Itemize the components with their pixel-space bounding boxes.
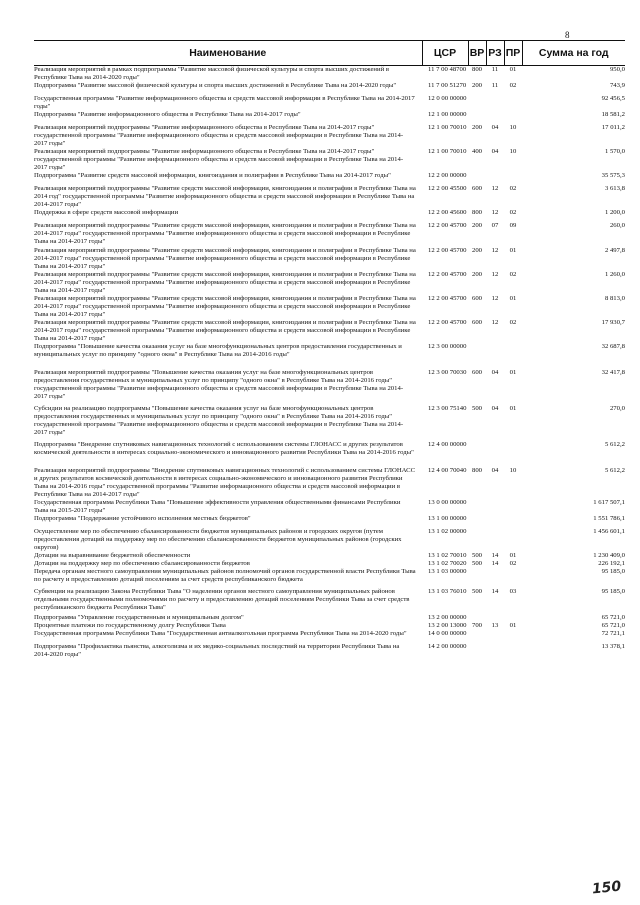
- table-row: [34, 295, 625, 319]
- cell-csr: 12 2 00 45500: [428, 185, 467, 193]
- cell-sum: 226 192,1: [598, 560, 625, 568]
- cell-csr: 12 1 00 00000: [428, 111, 467, 119]
- table-row: [34, 560, 625, 568]
- cell-name: Государственная программа Республики Тыва "Повышение эффективности управления общественными финансами Республики Тыва на 2015-2017 годы": [34, 499, 401, 515]
- cell-rz: 12: [491, 209, 499, 217]
- cell-rz: [486, 499, 504, 515]
- cell-vr: 500: [471, 404, 483, 412]
- cell-name: Государственная программа Республики Тыва "Государственная антиалкогольная программа Республики Тыва на 2014-2020 годы": [34, 630, 407, 638]
- cell-rz: [486, 111, 504, 124]
- table-row: [34, 82, 625, 95]
- cell-name: Реализация мероприятий подпрограммы "Развитие средств массовой информации, книгоиздания и полиграфии в Республике Тыва на 2014-2017 годы" государственной программы "Развитие информационного общества и средств массовой информации в Республике Тыва на 2014-2017 годы": [34, 222, 416, 246]
- cell-csr: 14 0 00 00000: [428, 630, 467, 638]
- cell-sum: 743,9: [609, 82, 625, 90]
- table-row: [34, 95, 625, 111]
- cell-name: Дотации на поддержку мер по обеспечению сбалансированности бюджетов: [34, 560, 250, 568]
- cell-sum: 17 011,2: [601, 124, 625, 132]
- cell-vr: 600: [471, 318, 483, 326]
- cell-csr: 12 2 00 45700: [428, 294, 467, 302]
- cell-name: Процентные платежи по государственному долгу Республики Тыва: [34, 622, 226, 630]
- cell-pr: 01: [509, 246, 517, 254]
- table-row: [34, 209, 625, 222]
- cell-pr: 10: [509, 148, 517, 156]
- table-row: [34, 343, 625, 369]
- cell-rz: [486, 643, 504, 663]
- cell-vr: 200: [471, 124, 483, 132]
- cell-pr: [504, 111, 522, 124]
- cell-csr: 12 3 00 70030: [428, 368, 467, 376]
- header-vr: ВР: [468, 41, 486, 66]
- cell-rz: [486, 172, 504, 185]
- cell-sum: 95 185,0: [601, 588, 625, 596]
- cell-vr: 500: [471, 560, 483, 568]
- cell-sum: 260,0: [609, 222, 625, 230]
- cell-rz: 11: [491, 82, 499, 90]
- cell-pr: [504, 528, 522, 552]
- cell-vr: [468, 515, 486, 528]
- header-pr: ПР: [504, 41, 522, 66]
- cell-pr: [504, 630, 522, 643]
- cell-sum: 1 200,0: [604, 209, 625, 217]
- cell-vr: [468, 111, 486, 124]
- cell-csr: 12 2 00 45600: [428, 209, 467, 217]
- table-row: [34, 528, 625, 552]
- cell-csr: 14 2 00 00000: [428, 643, 467, 651]
- table-row: [34, 185, 625, 209]
- cell-sum: 95 185,0: [601, 568, 625, 576]
- cell-rz: [486, 515, 504, 528]
- cell-vr: 600: [471, 185, 483, 193]
- cell-sum: 8 813,0: [604, 294, 625, 302]
- cell-vr: 200: [471, 222, 483, 230]
- cell-csr: 13 2 00 13000: [428, 622, 467, 630]
- cell-csr: 11 7 00 51270: [428, 82, 467, 90]
- cell-sum: 5 612,2: [604, 466, 625, 474]
- cell-vr: 700: [471, 622, 483, 630]
- cell-name: Подпрограмма "Поддержание устойчивого исполнения местных бюджетов": [34, 515, 251, 523]
- cell-name: Осуществление мер по обеспечению сбалансированности бюджетов муниципальных районов и городских округов (путем предоставления дотаций на поддержку мер по обеспечению сбалансированности бюджетов муниципальных районов (городских округов): [34, 528, 402, 552]
- cell-csr: 12 4 00 00000: [428, 440, 467, 448]
- header-name: Наименование: [34, 41, 422, 66]
- table-row: [34, 515, 625, 528]
- table-row: [34, 441, 625, 467]
- cell-sum: 270,0: [609, 404, 625, 412]
- cell-pr: 10: [509, 466, 517, 474]
- cell-name: Подпрограмма "Развитие информационного общества в Республике Тыва на 2014-2017 годы": [34, 111, 301, 119]
- cell-rz: 12: [491, 270, 499, 278]
- header-sum: Сумма на год: [522, 41, 625, 66]
- cell-pr: 03: [509, 588, 517, 596]
- cell-sum: 5 612,2: [604, 440, 625, 448]
- cell-name: Реализация мероприятий в рамках подпрограммы "Развитие массовой физической культуры и спорта высших достижений в Республике Тыва на 2014-2020 годы": [34, 66, 390, 82]
- cell-rz: 07: [491, 222, 499, 230]
- cell-pr: [504, 499, 522, 515]
- cell-vr: [468, 643, 486, 663]
- table-row: [34, 319, 625, 343]
- cell-sum: 1 230 409,0: [593, 552, 625, 560]
- cell-pr: 09: [509, 222, 517, 230]
- cell-rz: 04: [491, 466, 499, 474]
- cell-csr: 13 1 02 70010: [428, 552, 467, 560]
- cell-csr: 12 4 00 70040: [428, 466, 467, 474]
- cell-sum: 13 378,1: [601, 643, 625, 651]
- header-csr: ЦСР: [422, 41, 468, 66]
- cell-vr: [468, 343, 486, 369]
- cell-name: Подпрограмма "Повышение качества оказания услуг на базе многофункциональных центров предоставления государственных и муниципальных услуг по принципу "одного окна" в Республике Тыва на 2014-2016 годы": [34, 342, 402, 358]
- cell-vr: [468, 499, 486, 515]
- cell-rz: 12: [491, 185, 499, 193]
- cell-csr: 13 1 03 76010: [428, 588, 467, 596]
- cell-csr: 12 3 00 75140: [428, 404, 467, 412]
- cell-rz: [486, 343, 504, 369]
- cell-pr: 02: [509, 318, 517, 326]
- table-row: [34, 630, 625, 643]
- cell-csr: 12 2 00 45700: [428, 270, 467, 278]
- cell-rz: 04: [491, 124, 499, 132]
- cell-csr: 12 1 00 70010: [428, 124, 467, 132]
- table-body: [34, 66, 625, 664]
- cell-vr: 500: [471, 588, 483, 596]
- table-row: [34, 588, 625, 614]
- cell-pr: 01: [509, 368, 517, 376]
- cell-pr: [504, 568, 522, 588]
- cell-sum: 1 617 507,1: [593, 499, 625, 506]
- header-rz: РЗ: [486, 41, 504, 66]
- cell-sum: 2 497,8: [604, 246, 625, 254]
- cell-pr: [504, 515, 522, 528]
- cell-pr: 10: [509, 124, 517, 132]
- cell-rz: [486, 441, 504, 467]
- table-row: [34, 614, 625, 622]
- cell-sum: 3 613,8: [604, 185, 625, 193]
- cell-pr: [504, 172, 522, 185]
- cell-name: Дотации на выравнивание бюджетной обеспеченности: [34, 552, 191, 560]
- handwritten-page-mark: 150: [591, 878, 622, 898]
- cell-csr: 13 0 00 00000: [428, 499, 467, 506]
- table-row: [34, 643, 625, 663]
- cell-vr: [468, 568, 486, 588]
- cell-vr: 800: [471, 466, 483, 474]
- cell-name: Государственная программа "Развитие информационного общества и средств массовой информации в Республике Тыва на 2014-2017 годы": [34, 95, 415, 111]
- cell-sum: 950,0: [609, 66, 625, 73]
- cell-sum: 32 417,8: [601, 368, 625, 376]
- cell-csr: 12 1 00 70010: [428, 148, 467, 156]
- cell-vr: 800: [471, 209, 483, 217]
- table-header: [34, 41, 625, 66]
- cell-vr: [468, 630, 486, 643]
- cell-pr: [504, 343, 522, 369]
- cell-name: Субсидии на реализацию подпрограммы "Повышение качества оказания услуг на базе многофункциональных центров предоставления государственных и муниципальных услуг по принципу "одного окна" в Республике Тыва на 2014-2016 годы" государственной программы "Развитие информационного общества и средств массовой информации в Республике Тыва на 2014-2017 годы": [34, 404, 404, 436]
- cell-vr: 200: [471, 82, 483, 90]
- cell-sum: 1 551 786,1: [593, 515, 625, 523]
- page-number: 8: [565, 30, 570, 40]
- table-row: [34, 148, 625, 172]
- cell-name: Передача органам местного самоуправления муниципальных районов полномочий органов государственной власти Республики Тыва по расчету и предоставлению дотаций поселениям за счет средств республиканского бюджета: [34, 568, 416, 584]
- cell-rz: 04: [491, 148, 499, 156]
- cell-pr: 02: [509, 185, 517, 193]
- table-row: [34, 622, 625, 630]
- table-row: [34, 111, 625, 124]
- cell-vr: [468, 172, 486, 185]
- cell-name: Реализация мероприятий подпрограммы "Развитие средств массовой информации, книгоиздания и полиграфии в Республике Тыва на 2014-2017 годы" государственной программы "Развитие информационного общества и средств массовой информации в Республике Тыва на 2014-2017 годы": [34, 294, 416, 318]
- cell-pr: 02: [509, 560, 517, 568]
- table-row: [34, 467, 625, 499]
- table-row: [34, 271, 625, 295]
- cell-pr: 01: [509, 552, 517, 560]
- cell-rz: 14: [491, 588, 499, 596]
- cell-rz: [486, 614, 504, 622]
- cell-name: Реализация мероприятий подпрограммы "Развитие средств массовой информации, книгоиздания и полиграфии в Республике Тыва на 2014-2017 годы" государственной программы "Развитие информационного общества и средств массовой информации в Республике Тыва на 2014-2017 годы": [34, 318, 416, 342]
- cell-csr: 13 1 02 70020: [428, 560, 467, 568]
- cell-name: Реализация мероприятий подпрограммы "Развитие средств массовой информации, книгоиздания и полиграфии в Республике Тыва на 2014-2017 годы" государственной программы "Развитие информационного общества и средств массовой информации в Республике Тыва на 2014-2017 годы": [34, 270, 416, 294]
- cell-csr: 12 2 00 00000: [428, 172, 467, 180]
- cell-vr: [468, 95, 486, 111]
- cell-pr: 01: [509, 404, 517, 412]
- cell-name: Реализация мероприятий подпрограммы "Развитие информационного общества в Республике Тыва на 2014-2017 годы" государственной программы "Развитие информационного общества и средств массовой информации в Республике Тыва на 2014-2017 годы": [34, 124, 404, 148]
- cell-rz: 04: [491, 368, 499, 376]
- table-row: [34, 552, 625, 560]
- table-row: [34, 247, 625, 271]
- cell-pr: [504, 643, 522, 663]
- cell-rz: 12: [491, 294, 499, 302]
- table-row: [34, 405, 625, 441]
- cell-sum: 72 721,1: [601, 630, 625, 638]
- cell-rz: 14: [491, 560, 499, 568]
- cell-pr: 02: [509, 82, 517, 90]
- cell-rz: 12: [491, 318, 499, 326]
- cell-csr: 12 2 00 45700: [428, 222, 467, 230]
- table-row: [34, 172, 625, 185]
- cell-csr: 12 0 00 00000: [428, 95, 467, 103]
- cell-sum: 65 721,0: [601, 614, 625, 622]
- table-row: [34, 568, 625, 588]
- cell-vr: 800: [471, 66, 483, 73]
- cell-name: Подпрограмма "Управление государственным и муниципальным долгом": [34, 614, 244, 622]
- cell-sum: 35 575,3: [601, 172, 625, 180]
- table-row: [34, 499, 625, 515]
- cell-sum: 17 930,7: [601, 318, 625, 326]
- table-row: [34, 222, 625, 246]
- cell-name: Подпрограмма "Развитие массовой физической культуры и спорта высших достижений в Республике Тыва на 2014-2020 годы": [34, 82, 397, 90]
- table-row: [34, 124, 625, 148]
- table-row: [34, 369, 625, 405]
- cell-name: Реализация мероприятий подпрограммы "Повышение качества оказания услуг на базе многофункциональных центров предоставления государственных и муниципальных услуг по принципу "одного окна" в Республике Тыва на 2014-2016 годы" государственной программы "Развитие информационного общества и средств массовой информации в Республике Тыва на 2014-2017 годы": [34, 368, 404, 400]
- cell-name: Поддержка в сфере средств массовой информации: [34, 209, 179, 217]
- cell-rz: 04: [491, 404, 499, 412]
- cell-csr: 12 2 00 45700: [428, 318, 467, 326]
- cell-sum: 1 570,0: [604, 148, 625, 156]
- cell-rz: 11: [491, 66, 499, 73]
- cell-csr: 13 1 03 00000: [428, 568, 467, 576]
- cell-name: Подпрограмма "Внедрение спутниковых навигационных технологий с использованием системы ГЛОНАСС и других результатов космической деятельности в интересах социально-экономического и инновационного развития Республики Тыва на 2014-2016 годы": [34, 440, 414, 456]
- cell-csr: 12 3 00 00000: [428, 342, 467, 350]
- cell-vr: [468, 441, 486, 467]
- cell-csr: 11 7 00 48700: [428, 66, 467, 73]
- cell-vr: 200: [471, 246, 483, 254]
- cell-rz: [486, 95, 504, 111]
- cell-sum: 32 687,8: [601, 342, 625, 350]
- cell-rz: 14: [491, 552, 499, 560]
- cell-name: Реализация мероприятий подпрограммы "Внедрение спутниковых навигационных технологий с использованием системы ГЛОНАСС и других результатов космической деятельности в интересах социально-экономического и инновационного развития Республики Тыва на 2014-2016 годы" государственной программы "Развитие информационного общества и средств массовой информации в Республике Тыва на 2014-2017 годы": [34, 466, 416, 498]
- cell-rz: 13: [491, 622, 499, 630]
- cell-name: Реализация мероприятий подпрограммы "Развитие средств массовой информации, книгоиздания и полиграфии в Республике Тыва на 2014-2017 годы" государственной программы "Развитие информационного общества и средств массовой информации в Республике Тыва на 2014-2017 годы": [34, 246, 416, 270]
- cell-rz: [486, 568, 504, 588]
- cell-name: Подпрограмма "Развитие средств массовой информации, книгоиздания и полиграфии в Республике Тыва на 2014-2017 годы": [34, 172, 391, 180]
- cell-pr: 01: [509, 66, 517, 73]
- cell-vr: 500: [471, 552, 483, 560]
- cell-pr: [504, 441, 522, 467]
- budget-table: [34, 40, 625, 663]
- cell-pr: 02: [509, 270, 517, 278]
- cell-name: Подпрограмма "Профилактика пьянства, алкоголизма и их медико-социальных последствий на территории Республики Тыва на 2014-2020 годы": [34, 643, 400, 659]
- cell-vr: 600: [471, 294, 483, 302]
- cell-sum: 92 456,5: [601, 95, 625, 103]
- cell-sum: 18 581,2: [601, 111, 625, 119]
- cell-sum: 65 721,0: [601, 622, 625, 630]
- cell-vr: 200: [471, 270, 483, 278]
- cell-pr: [504, 614, 522, 622]
- cell-name: Реализация мероприятий подпрограммы "Развитие средств массовой информации, книгоиздания и полиграфии в Республике Тыва на 2014 год" государственной программы "Развитие информационного общества и средств массовой информации в Республике Тыва на 2014-2017 годы": [34, 185, 416, 209]
- cell-vr: 400: [471, 148, 483, 156]
- cell-pr: 01: [509, 622, 517, 630]
- table-row: [34, 66, 625, 83]
- cell-vr: 600: [471, 368, 483, 376]
- cell-vr: [468, 528, 486, 552]
- cell-vr: [468, 614, 486, 622]
- cell-rz: [486, 630, 504, 643]
- cell-sum: 1 456 601,1: [593, 528, 625, 536]
- cell-rz: [486, 528, 504, 552]
- cell-name: Реализация мероприятий подпрограммы "Развитие информационного общества в Республике Тыва на 2014-2017 годы" государственной программы "Развитие информационного общества и средств массовой информации в Республике Тыва на 2014-2017 годы": [34, 148, 404, 172]
- cell-csr: 12 2 00 45700: [428, 246, 467, 254]
- cell-pr: 02: [509, 209, 517, 217]
- cell-csr: 13 1 00 00000: [428, 515, 467, 523]
- cell-rz: 12: [491, 246, 499, 254]
- cell-sum: 1 260,0: [604, 270, 625, 278]
- cell-pr: [504, 95, 522, 111]
- cell-csr: 13 2 00 00000: [428, 614, 467, 622]
- budget-table-sheet: [34, 40, 625, 663]
- cell-csr: 13 1 02 00000: [428, 528, 467, 536]
- cell-name: Субвенции на реализацию Закона Республики Тыва "О наделении органов местного самоуправления муниципальных районов отдельными государственными полномочиями по расчету и предоставлению дотаций поселениям Республики Тыва за счет средств республиканского бюджета Республики Тыва": [34, 588, 410, 612]
- cell-pr: 01: [509, 294, 517, 302]
